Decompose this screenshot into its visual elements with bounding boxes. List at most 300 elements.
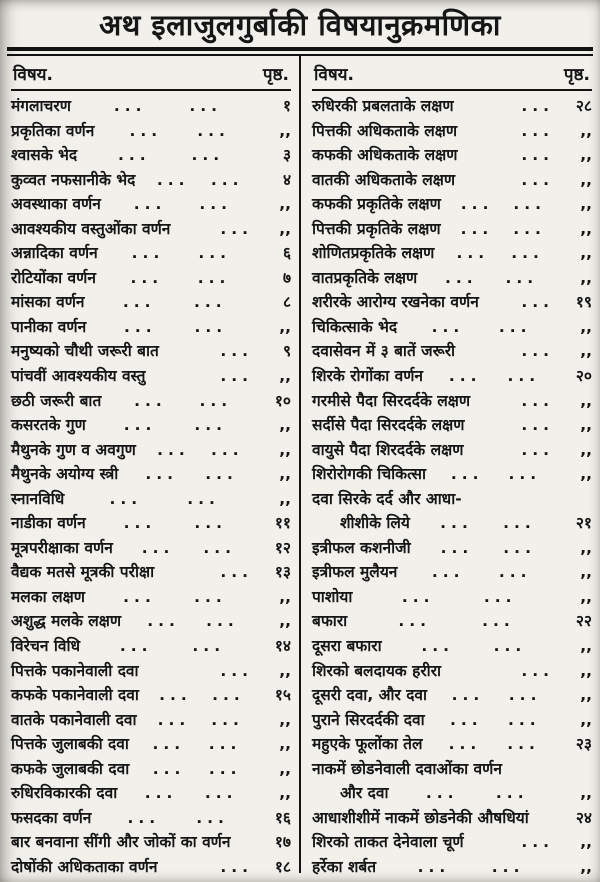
toc-topic: छठी जरूरी बात (11, 391, 102, 410)
dot-leader (441, 659, 566, 684)
toc-topic: इत्रीफल मुलैयन (312, 563, 398, 582)
dot-leader (94, 119, 265, 144)
dot-leader (101, 192, 265, 217)
dot-leader-group: ... (445, 268, 478, 287)
dot-leader (85, 585, 265, 610)
toc-row (11, 192, 291, 217)
toc-row (11, 560, 291, 585)
toc-page-number: ,, (580, 857, 592, 876)
dot-leader (470, 389, 566, 414)
dot-leader-group: ... (123, 587, 156, 606)
dot-leader (101, 389, 265, 414)
toc-page-number: ,, (580, 391, 592, 410)
dot-leader-group: ... (156, 170, 190, 189)
dot-leader-group: ... (521, 342, 554, 361)
dot-leader-group: ... (493, 637, 527, 656)
toc-row (11, 781, 291, 806)
toc-row (312, 143, 592, 168)
dot-leader (352, 585, 566, 610)
dot-leader-group: ... (199, 391, 233, 410)
dot-leader (417, 266, 566, 291)
dot-leader-group: ... (211, 710, 244, 729)
dot-leader-group: ... (187, 489, 220, 508)
toc-row (312, 659, 592, 684)
toc-page-number: ,, (279, 489, 291, 508)
dot-leader-group: ... (521, 416, 554, 435)
dot-leader-group: ... (152, 759, 186, 778)
toc-topic: दूसरी दवा, और दवा (312, 686, 428, 705)
toc-row (11, 315, 291, 340)
toc-page-number: ,, (279, 121, 291, 140)
dot-leader-group: ... (460, 195, 494, 214)
dot-leader (86, 315, 265, 340)
toc-topic: शिरके रोगोंका वर्णन (312, 367, 424, 386)
toc-topic: मांसका वर्णन (11, 293, 85, 312)
dot-leader (154, 560, 265, 585)
dot-leader-group: ... (508, 465, 542, 484)
dot-leader (121, 609, 265, 634)
toc-topic: रुधिरकी प्रबलताके लक्षण (312, 97, 454, 115)
dot-leader (441, 217, 566, 242)
toc-topic: प्रकृतिका वर्णन (11, 121, 95, 140)
toc-topic: फसदका वर्णन (11, 808, 92, 827)
dot-leader (457, 119, 566, 144)
toc-row (312, 389, 592, 414)
dot-leader-group: ... (498, 317, 532, 336)
toc-page-number: ,, (580, 121, 592, 140)
toc-topic: मंगलाचरण (11, 97, 71, 115)
dot-leader-group: ... (198, 244, 231, 263)
toc-topic: मैथुनके अयोग्य स्त्री (11, 465, 119, 484)
toc-row (312, 315, 592, 340)
dot-leader (77, 143, 265, 168)
dot-leader-group: ... (210, 170, 244, 189)
toc-topic: बफारा (312, 612, 348, 631)
toc-page-number: ,, (580, 268, 592, 287)
toc-page-number: ,, (279, 416, 291, 435)
toc-page-number: ९ (282, 342, 291, 361)
dot-leader-group: ... (521, 170, 554, 189)
toc-page-number: १८ (274, 857, 291, 876)
dot-leader-group: ... (521, 661, 554, 680)
dot-leader-group: ... (507, 367, 541, 386)
dot-leader-group: ... (208, 735, 242, 754)
left-toc-rows (11, 91, 291, 880)
toc-page-number: ,, (580, 244, 592, 263)
toc-row (312, 708, 592, 733)
dot-leader-group: ... (109, 489, 143, 508)
toc-column-left (0, 56, 299, 876)
dot-leader (98, 241, 265, 266)
toc-row (11, 241, 291, 266)
toc-row (11, 659, 291, 684)
dot-leader (85, 290, 265, 315)
toc-page-number: ,, (580, 465, 592, 484)
toc-topic: रुधिरविकारकी दवा (11, 784, 118, 803)
toc-page-number: ,, (580, 342, 592, 361)
dot-leader-group: ... (123, 514, 157, 533)
dot-leader (423, 732, 566, 757)
toc-row (11, 732, 291, 757)
dot-leader-group: ... (124, 317, 157, 336)
dot-leader (425, 708, 566, 733)
toc-row (312, 560, 592, 585)
toc-page-number: ,, (580, 440, 592, 459)
dot-leader-group: ... (131, 244, 165, 263)
toc-row (11, 290, 291, 315)
toc-topic: आधाशीशीमें नाकमें छोडनेकी औषधियां (312, 808, 529, 827)
dot-leader (170, 217, 265, 242)
toc-row (11, 168, 291, 193)
dot-leader (139, 683, 265, 708)
toc-topic: अशुद्ध मलके लक्षण (11, 612, 122, 631)
dot-leader-group: ... (440, 538, 474, 557)
toc-topic: सर्दीसे पैदा सिरदर्दके लक्षण (312, 416, 465, 435)
toc-page-number: ,, (580, 219, 592, 238)
toc-row (312, 487, 592, 512)
toc-page-number: १४ (274, 637, 291, 656)
toc-page-number: १३ (274, 563, 291, 582)
dot-leader-group: ... (145, 465, 179, 484)
dot-leader-group: ... (208, 759, 242, 778)
toc-row (11, 585, 291, 610)
dot-leader (454, 94, 566, 119)
toc-topic: अन्नादिका वर्णन (11, 244, 98, 263)
toc-row (11, 757, 291, 782)
toc-topic: शिरको ताकत देनेवाला चूर्ण (312, 833, 464, 852)
toc-page-number: १६ (274, 808, 291, 827)
toc-row (312, 511, 592, 536)
dot-leader-group: ... (483, 587, 517, 606)
toc-topic: गरमीसे पैदा सिरदर्दके लक्षण (312, 391, 471, 410)
dot-leader (136, 438, 265, 463)
toc-topic: शीशीके लिये (340, 514, 410, 533)
dot-leader-group: ... (134, 391, 167, 410)
toc-page-number: ,, (279, 219, 291, 238)
toc-page-number: ,, (580, 637, 592, 656)
dot-leader-group: ... (197, 121, 230, 140)
toc-topic: हर्रेका शर्बत (312, 857, 377, 876)
dot-leader-group: ... (194, 514, 227, 533)
toc-page-number: २३ (575, 735, 592, 754)
dot-leader-group: ... (431, 317, 465, 336)
toc-page-number: २८ (575, 97, 592, 115)
right-toc-rows (312, 91, 592, 880)
dot-leader (129, 757, 265, 782)
dot-leader-group: ... (191, 146, 225, 165)
dot-leader (86, 413, 265, 438)
toc-topic: मनुष्यको चौथी जरूरी बात (11, 342, 159, 361)
dot-leader-group: ... (220, 563, 253, 582)
dot-leader-group: ... (196, 808, 229, 827)
dot-leader-group: ... (425, 784, 459, 803)
dot-leader (96, 266, 265, 291)
dot-leader-group: ... (133, 195, 167, 214)
dot-leader-group: ... (521, 293, 554, 312)
toc-row (11, 462, 291, 487)
toc-topic: पित्तके जुलाबकी दवा (11, 735, 129, 754)
dot-leader-group: ... (513, 219, 546, 238)
dot-leader (479, 290, 566, 315)
toc-topic: शिरोरोगकी चिकित्सा (312, 465, 427, 484)
toc-row (312, 585, 592, 610)
toc-topic: दूसरा बफारा (312, 637, 382, 656)
toc-topic: स्नानविधि (11, 489, 65, 508)
toc-topic: पित्तकी प्रकृतिके लक्षण (312, 219, 441, 238)
toc-row (11, 609, 291, 634)
dot-leader-group: ... (212, 686, 245, 705)
toc-topic: मूत्रपरीक्षाका वर्णन (11, 538, 113, 557)
toc-row (11, 708, 291, 733)
toc-page-number: ,, (580, 784, 592, 803)
toc-row (312, 757, 592, 782)
title-divider-rule (7, 47, 593, 56)
toc-topic: कुव्वत नफसानीके भेद (11, 170, 136, 189)
toc-row (312, 364, 592, 389)
toc-topic: इत्रीफल कशनीजी (312, 538, 411, 557)
dot-leader-group: ... (189, 97, 223, 115)
dot-leader-group: ... (449, 710, 483, 729)
dot-leader-group: ... (401, 587, 435, 606)
toc-page-number: ,, (580, 317, 592, 336)
dot-leader-group: ... (507, 710, 541, 729)
dot-leader (86, 511, 265, 536)
toc-row (312, 94, 592, 119)
toc-row (11, 266, 291, 291)
toc-topic: वातप्रकृतिके लक्षण (312, 268, 418, 287)
dot-leader-group: ... (129, 121, 163, 140)
toc-page-number: ,, (580, 833, 592, 852)
toc-topic: कफकी अधिकताके लक्षण (312, 146, 458, 165)
toc-row (11, 413, 291, 438)
toc-page-number: ,, (580, 686, 592, 705)
toc-page-number: १७ (274, 833, 291, 852)
toc-topic: दवासेवन में ३ बातें जरूरी (312, 342, 456, 361)
dot-leader-group: ... (491, 857, 525, 876)
toc-topic: चिकित्साके भेद (312, 317, 398, 336)
dot-leader-group: ... (451, 686, 485, 705)
toc-topic: वातके पकानेवाली दवा (11, 710, 137, 729)
dot-leader (137, 708, 265, 733)
dot-leader (376, 855, 566, 880)
dot-leader-group: ... (117, 146, 151, 165)
dot-leader-group: ... (421, 637, 454, 656)
toc-topic: शिरको बलदायक हरीरा (312, 661, 442, 680)
dot-leader-group: ... (194, 587, 227, 606)
toc-row (11, 217, 291, 242)
dot-leader (388, 781, 566, 806)
toc-row (312, 462, 592, 487)
dot-leader (139, 659, 265, 684)
toc-topic: पित्तके पकानेवाली दवा (11, 661, 139, 680)
dot-leader (464, 413, 566, 438)
left-page-header: पृष्ठ. (262, 65, 289, 85)
dot-leader-group: ... (152, 735, 186, 754)
right-page-header: पृष्ठ. (563, 65, 590, 85)
right-topic-header: विषय. (314, 65, 354, 85)
dot-leader-group: ... (144, 784, 178, 803)
toc-page-number: ,, (279, 587, 291, 606)
toc-topic: वैद्यक मतसे मूत्रकी परीक्षा (11, 563, 155, 582)
toc-topic: दोषोंकी अधिकताका वर्णन (11, 857, 158, 876)
toc-topic: वायुसे पैदा शिरदर्दके लक्षण (312, 440, 464, 459)
dot-leader (463, 438, 566, 463)
toc-row (312, 192, 592, 217)
dot-leader-group: ... (130, 268, 164, 287)
dot-leader (91, 806, 265, 831)
toc-page-number: ,, (580, 170, 592, 189)
toc-topic: कफके पकानेवाली दवा (11, 686, 139, 705)
dot-leader-group: ... (498, 563, 532, 582)
toc-page-number: ,, (279, 465, 291, 484)
dot-leader (157, 855, 265, 880)
toc-row (312, 855, 592, 880)
toc-row (11, 830, 291, 855)
toc-topic: विरेचन विधि (11, 637, 80, 656)
dot-leader-group: ... (119, 637, 153, 656)
dot-leader-group: ... (141, 538, 175, 557)
toc-topic: पुराने सिरदर्दकी दवा (312, 710, 425, 729)
dot-leader-group: ... (204, 784, 238, 803)
toc-row (312, 609, 592, 634)
dot-leader-group: ... (503, 514, 536, 533)
dot-leader (64, 487, 265, 512)
dot-leader-group: ... (197, 268, 231, 287)
toc-columns (0, 56, 600, 876)
dot-leader (159, 339, 265, 364)
toc-page-number: १२ (274, 538, 291, 557)
dot-leader-group: ... (157, 710, 191, 729)
dot-leader-group: ... (508, 686, 542, 705)
toc-page-number: ,, (279, 317, 291, 336)
toc-page-number: १९ (575, 293, 592, 312)
toc-topic: दवा सिरके दर्द और आधा- (312, 489, 462, 508)
toc-page-number: ,, (279, 440, 291, 459)
toc-row (312, 634, 592, 659)
dot-leader-group: ... (495, 784, 529, 803)
toc-page-number: ३ (282, 146, 291, 165)
left-topic-header: विषय. (13, 65, 53, 85)
toc-page-number: ८ (282, 293, 291, 312)
toc-topic: महुएके फूलोंका तेल (312, 735, 423, 754)
dot-leader-group: ... (194, 317, 228, 336)
dot-leader-group: ... (513, 195, 547, 214)
dot-leader (464, 830, 566, 855)
dot-leader-group: ... (440, 514, 473, 533)
toc-topic: और दवा (340, 784, 389, 803)
toc-row (312, 781, 592, 806)
dot-leader (146, 364, 265, 389)
dot-leader (457, 143, 566, 168)
toc-page-number: ७ (282, 268, 291, 287)
dot-leader (427, 683, 566, 708)
toc-page-number: ,, (279, 759, 291, 778)
toc-page-number: २१ (575, 514, 592, 533)
toc-row (312, 217, 592, 242)
toc-page-number: ६ (282, 244, 291, 263)
dot-leader-group: ... (460, 219, 494, 238)
dot-leader (455, 168, 566, 193)
toc-page-number: ,, (580, 416, 592, 435)
dot-leader-group: ... (157, 440, 190, 459)
toc-row (312, 732, 592, 757)
toc-row (312, 806, 592, 831)
dot-leader (71, 94, 265, 119)
dot-leader (382, 634, 566, 659)
dot-leader-group: ... (220, 342, 253, 361)
dot-leader (113, 536, 265, 561)
toc-topic: श्वासके भेद (11, 146, 78, 165)
toc-row (11, 119, 291, 144)
toc-row (312, 119, 592, 144)
dot-leader (80, 634, 265, 659)
toc-topic: पांचवीं आवश्यकीय वस्तु (11, 367, 146, 386)
toc-row (11, 364, 291, 389)
dot-leader-group: ... (203, 538, 237, 557)
dot-leader-group: ... (398, 612, 431, 631)
toc-topic: अवस्थाका वर्णन (11, 195, 101, 214)
toc-column-right (301, 56, 600, 876)
dot-leader-group: ... (507, 735, 540, 754)
toc-topic: पानीका वर्णन (11, 317, 87, 336)
toc-topic: बार बनवाना सींगी और जोकों का वर्णन (11, 833, 231, 852)
toc-page-number: ११ (274, 514, 291, 533)
toc-page-number: २२ (575, 612, 592, 631)
dot-leader-group: ... (503, 538, 536, 557)
toc-page-number: १५ (274, 686, 291, 705)
dot-leader (441, 192, 566, 217)
dot-leader-group: ... (220, 367, 253, 386)
dot-leader-group: ... (482, 612, 515, 631)
toc-row (11, 143, 291, 168)
toc-topic: पित्तकी अधिकताके लक्षण (312, 121, 458, 140)
dot-leader-group: ... (505, 268, 539, 287)
toc-topic: कसरतके गुण (11, 416, 86, 435)
dot-leader-group: ... (220, 857, 253, 876)
toc-page-number: ,, (580, 587, 592, 606)
toc-row (11, 94, 291, 119)
dot-leader-group: ... (521, 440, 554, 459)
toc-page-number: ,, (580, 195, 592, 214)
dot-leader-group: ... (448, 735, 482, 754)
toc-row (312, 290, 592, 315)
toc-page-number: ,, (279, 661, 291, 680)
toc-page-number: ,, (580, 146, 592, 165)
dot-leader-group: ... (123, 416, 157, 435)
toc-page-number: १० (274, 391, 291, 410)
right-column-header (312, 56, 592, 91)
dot-leader (135, 168, 265, 193)
toc-row (11, 389, 291, 414)
dot-leader-group: ... (521, 391, 554, 410)
toc-row (312, 830, 592, 855)
dot-leader (411, 536, 566, 561)
dot-leader-group: ... (159, 686, 192, 705)
dot-leader-group: ... (211, 440, 244, 459)
dot-leader (129, 732, 265, 757)
dot-leader-group: ... (205, 465, 238, 484)
toc-topic: कफकी प्रकृतिके लक्षण (312, 195, 441, 214)
toc-row (312, 683, 592, 708)
toc-row (11, 511, 291, 536)
dot-leader-group: ... (220, 661, 253, 680)
toc-topic: रोटियोंका वर्णन (11, 268, 96, 287)
toc-row (11, 855, 291, 880)
dot-leader (117, 781, 265, 806)
dot-leader (426, 462, 566, 487)
toc-page-number: ,, (580, 538, 592, 557)
toc-row (312, 168, 592, 193)
